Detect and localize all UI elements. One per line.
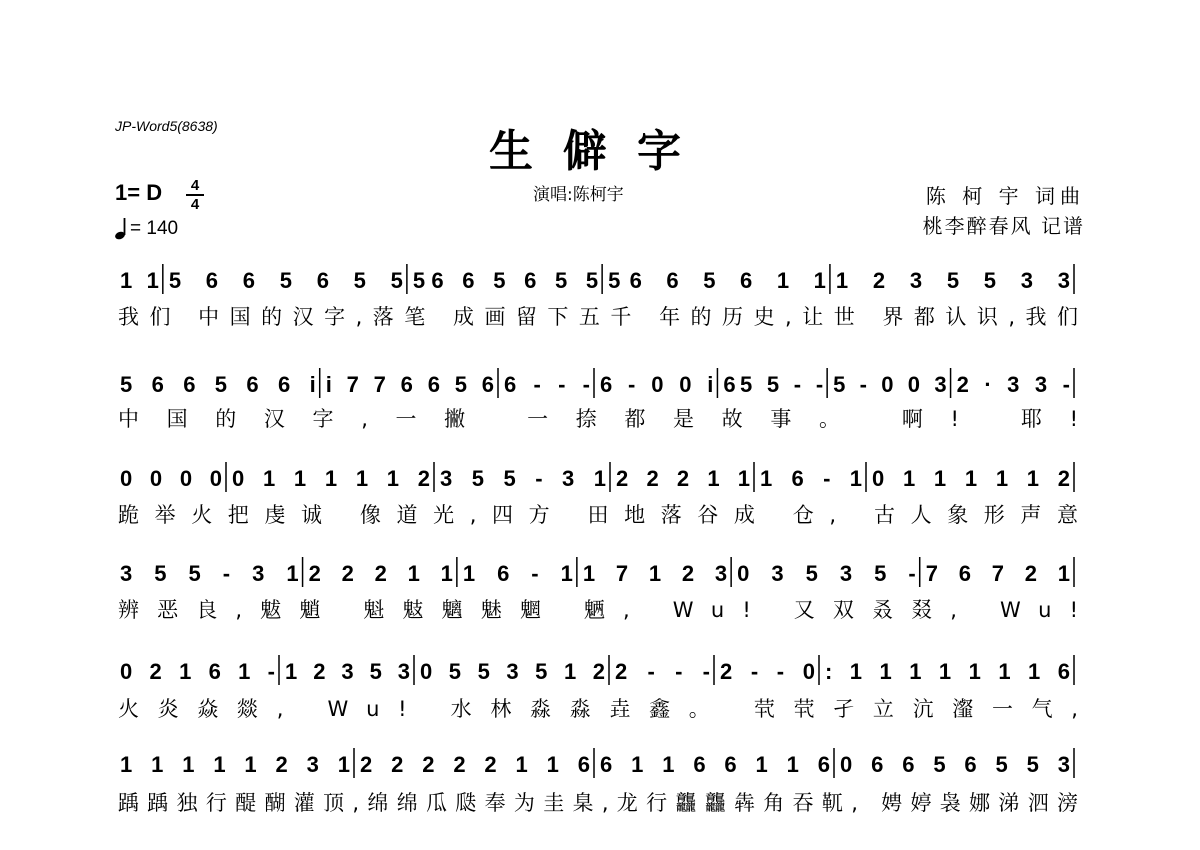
measure-notes: 0 0 0 0 (120, 466, 222, 491)
measure-notes: 1 1 1 1 1 2 3 1 (120, 752, 350, 777)
measure-notes: 56 6 5 6 1 1 (608, 268, 826, 293)
measure-notes: : 1 1 1 1 1 1 1 6 (825, 659, 1070, 684)
transcriber-credit: 桃李醉春风 记谱 (922, 214, 1085, 238)
measure-notes: 0 1 1 1 1 1 2 (232, 466, 430, 491)
measure-notes: 1 1 (120, 268, 159, 293)
lyrics-line: 跪举火把虔诚 像道光,四方 田地落谷成 仓, 古人象形声意 (118, 503, 1079, 527)
measure-notes: 7 6 7 2 1 (925, 561, 1070, 586)
measure-notes: 0 2 1 6 1 - (120, 659, 275, 684)
measure-notes: 6 - - - (504, 372, 590, 397)
measure-notes: 2 2 2 2 2 1 1 6 (360, 752, 590, 777)
measure-notes: 2 · 3 3 - (956, 372, 1070, 397)
measure-notes: 0 6 6 5 6 5 5 3 (840, 752, 1070, 777)
measure-notes: 3 5 5 - 3 1 (440, 466, 606, 491)
software-watermark: JP-Word5(8638) (115, 118, 218, 134)
measure-notes: 2 - - 0 (720, 659, 815, 684)
lyrics-line: 火炎焱燚, Wu! 水林淼淼垚鑫。 茕茕孑立沆瀣一气, (118, 697, 1078, 721)
lyrics-line: 踽踽独行醍醐灌顶,绵绵瓜瓞奉为圭臬,龙行龘龘犇角吞靰, 娉婷袅娜涕泗滂 (118, 791, 1078, 815)
measure-notes: 6 - 0 0 i (600, 372, 714, 397)
measure-notes: 2 2 2 1 1 (616, 466, 750, 491)
measure-notes: 5 6 6 5 6 5 5 (168, 268, 403, 293)
measure-notes: 0 3 5 3 5 - (737, 561, 916, 586)
time-signature-bottom: 4 (190, 196, 200, 213)
measure-notes: 1 6 - 1 (760, 466, 862, 491)
lyrics-line: 中国的汉字,一撇 一捺都是故事。 啊! 耶! (118, 407, 1078, 431)
lyrics-line: 辨恶良,魃魈 魁鬾魑魅魍 魉, Wu! 又双叒叕, Wu! (118, 598, 1078, 622)
time-signature-top: 4 (190, 177, 200, 194)
measure-notes: 2 2 2 1 1 (308, 561, 453, 586)
measure-notes: 1 2 3 5 5 3 3 (835, 268, 1070, 293)
measure-notes: 5 - 0 0 3 (833, 372, 947, 397)
composer-credit: 陈 柯 宇 词曲 (925, 184, 1085, 208)
measure-notes: i 7 7 6 6 5 6 (325, 372, 494, 397)
key-signature: 1= D (115, 180, 163, 205)
lyrics-line: 我们 中国的汉字,落笔 成画留下五千 年的历史,让世 界都认识,我们 (118, 305, 1078, 329)
measure-notes: 5 6 6 5 6 6 i (120, 372, 316, 397)
measure-notes: 56 6 5 6 5 5 (412, 268, 599, 293)
song-title: 生僻字 (489, 126, 711, 177)
tempo-value: = 140 (130, 218, 179, 240)
measure-notes: 3 5 5 - 3 1 (120, 561, 299, 586)
measure-notes: 0 1 1 1 1 1 2 (872, 466, 1070, 491)
measure-notes: 1 6 - 1 (462, 561, 573, 586)
singer-credit: 演唱:陈柯宇 (533, 185, 624, 205)
measure-notes: 0 5 5 3 5 1 2 (420, 659, 605, 684)
measure-notes: 1 2 3 5 3 (285, 659, 410, 684)
measure-notes: 1 7 1 2 3 (582, 561, 728, 586)
measure-notes: 2 - - - (615, 659, 710, 684)
measure-notes: 6 1 1 6 6 1 1 6 (600, 752, 830, 777)
measure-notes: 65 5 - - (723, 372, 824, 397)
